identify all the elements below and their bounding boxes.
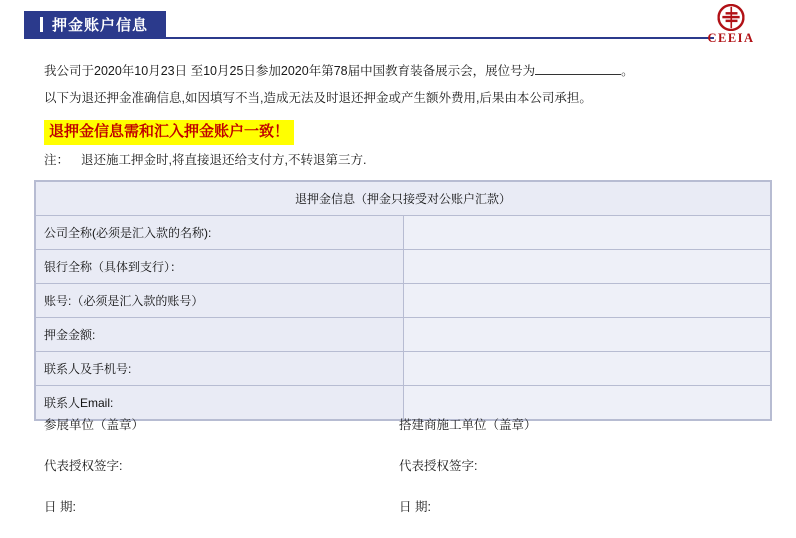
table-row (36, 318, 771, 352)
row-value-account-number[interactable] (403, 284, 771, 318)
row-value-contact-phone[interactable] (403, 352, 771, 386)
table-title: 退押金信息（押金只接受对公账户汇款） (36, 182, 771, 216)
intro-line-1 (44, 62, 764, 80)
row-label-company-name: 公司全称(必须是汇入款的名称): (36, 216, 404, 250)
ceeia-logo (688, 4, 774, 46)
exhibitor-signature-label: 代表授权签字: (44, 459, 123, 473)
table-row (36, 250, 771, 284)
row-label-bank-name: 银行全称（具体到支行）： (36, 250, 404, 284)
highlight-warning: 退押金信息需和汇入押金账户一致！ (44, 120, 294, 145)
table-row (36, 284, 771, 318)
row-label-deposit-amount: 押金金额: (36, 318, 404, 352)
row-value-bank-name[interactable] (403, 250, 771, 284)
row-label-contact-email: 联系人Email: (36, 386, 404, 420)
intro-line-2: 以下为退还押金准确信息,如因填写不当,造成无法及时退还押金或产生额外费用,后果由本公司承担。 (44, 91, 592, 105)
booth-number-blank[interactable] (535, 62, 621, 75)
signature-row-date (44, 497, 760, 515)
note-text: 退还施工押金时,将直接退还给支付方,不转退第三方. (81, 153, 367, 167)
signature-row-signature (44, 456, 760, 474)
page-title: 押金账户信息 (24, 11, 166, 37)
intro-line-1-text: 我公司于2020年10月23日 至10月25日参加2020年第78届中国教育装备展示会，展位号为 (44, 64, 536, 78)
row-label-account-number: 账号:（必须是汇入款的账号） (36, 284, 404, 318)
logo-text: CEEIA (707, 31, 755, 45)
row-label-contact-phone: 联系人及手机号: (36, 352, 404, 386)
contractor-date-label: 日 期: (399, 500, 431, 514)
deposit-table (35, 181, 771, 420)
page-header (0, 0, 796, 48)
signature-section (44, 415, 760, 538)
row-value-company-name[interactable] (403, 216, 771, 250)
table-title-row (36, 182, 771, 216)
intro-note (44, 151, 764, 169)
intro-line-1-tail: 。 (621, 64, 634, 78)
note-label: 注： (44, 153, 70, 167)
signature-row-stamp (44, 415, 760, 433)
intro-section (44, 62, 764, 178)
table-row (36, 352, 771, 386)
exhibitor-stamp-label: 参展单位（盖章） (44, 418, 145, 432)
ceeia-circle-logo-icon (718, 4, 745, 31)
contractor-signature-label: 代表授权签字: (399, 459, 478, 473)
deposit-table-container (34, 180, 772, 421)
exhibitor-date-label: 日 期: (44, 500, 76, 514)
row-value-deposit-amount[interactable] (403, 318, 771, 352)
contractor-stamp-label: 搭建商施工单位（盖章） (399, 418, 537, 432)
table-row (36, 216, 771, 250)
